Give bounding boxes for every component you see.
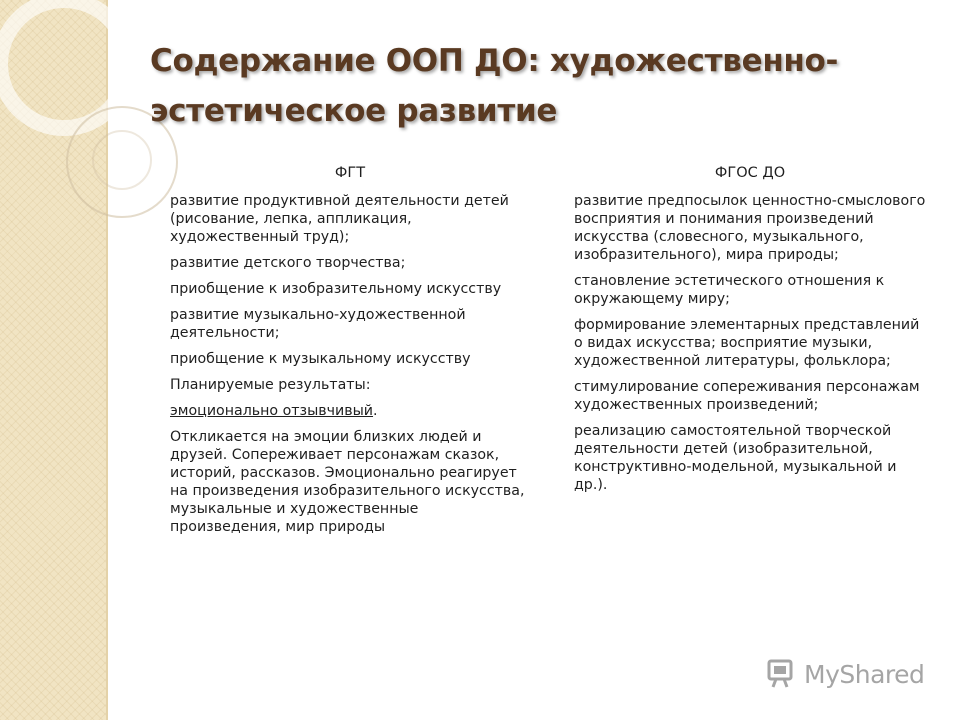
fgos-item: становление эстетического отношения к окружающему миру; <box>574 273 885 307</box>
fgt-item: развитие музыкально-художественной деятельности; <box>170 307 466 341</box>
myshared-watermark <box>766 656 924 692</box>
planned-results-label: Планируемые результаты: <box>170 377 371 393</box>
fgt-item: развитие детского творчества; <box>170 255 406 271</box>
column-heading-fgt: ФГТ <box>334 165 366 181</box>
column-heading-fgos: ФГОС ДО <box>714 165 786 181</box>
fgos-item: стимулирование сопереживания персонажам художественных произведений; <box>574 379 920 413</box>
slide-title: Содержание ООП ДО: художественно-эстетическое развитие <box>150 43 839 129</box>
planned-result-text: Откликается на эмоции близких людей и друзей. Сопереживает персонажам сказок, историй, рассказов. Эмоционально реагирует на произведения изобразительного искусства, музыкальные и художественные произведения, мир природы <box>170 429 525 535</box>
myshared-logo-icon <box>766 659 798 689</box>
fgt-item: приобщение к изобразительному искусству <box>170 281 502 297</box>
fgos-item: реализацию самостоятельной творческой деятельности детей (изобразительной, конструктивно-модельной, музыкальной и др.). <box>574 423 897 493</box>
fgos-item: формирование элементарных представлений о видах искусства; восприятие музыки, художественной литературы, фольклора; <box>574 317 920 369</box>
fgos-item: развитие предпосылок ценностно-смыслового восприятия и понимания произведений искусства (словесного, музыкального, изобразительного), мира природы; <box>574 193 926 263</box>
fgt-item: развитие продуктивной деятельности детей (рисование, лепка, аппликация, художественный труд); <box>170 193 509 245</box>
planned-result-key <box>170 402 530 420</box>
watermark-text: MyShared <box>804 659 925 689</box>
result-period: . <box>373 403 378 419</box>
decorative-ring-inner <box>92 130 152 190</box>
column-fgos <box>574 164 926 502</box>
result-underlined: эмоционально отзывчивый <box>170 403 374 419</box>
column-fgt <box>170 164 530 544</box>
fgt-item: приобщение к музыкальному искусству <box>170 351 471 367</box>
